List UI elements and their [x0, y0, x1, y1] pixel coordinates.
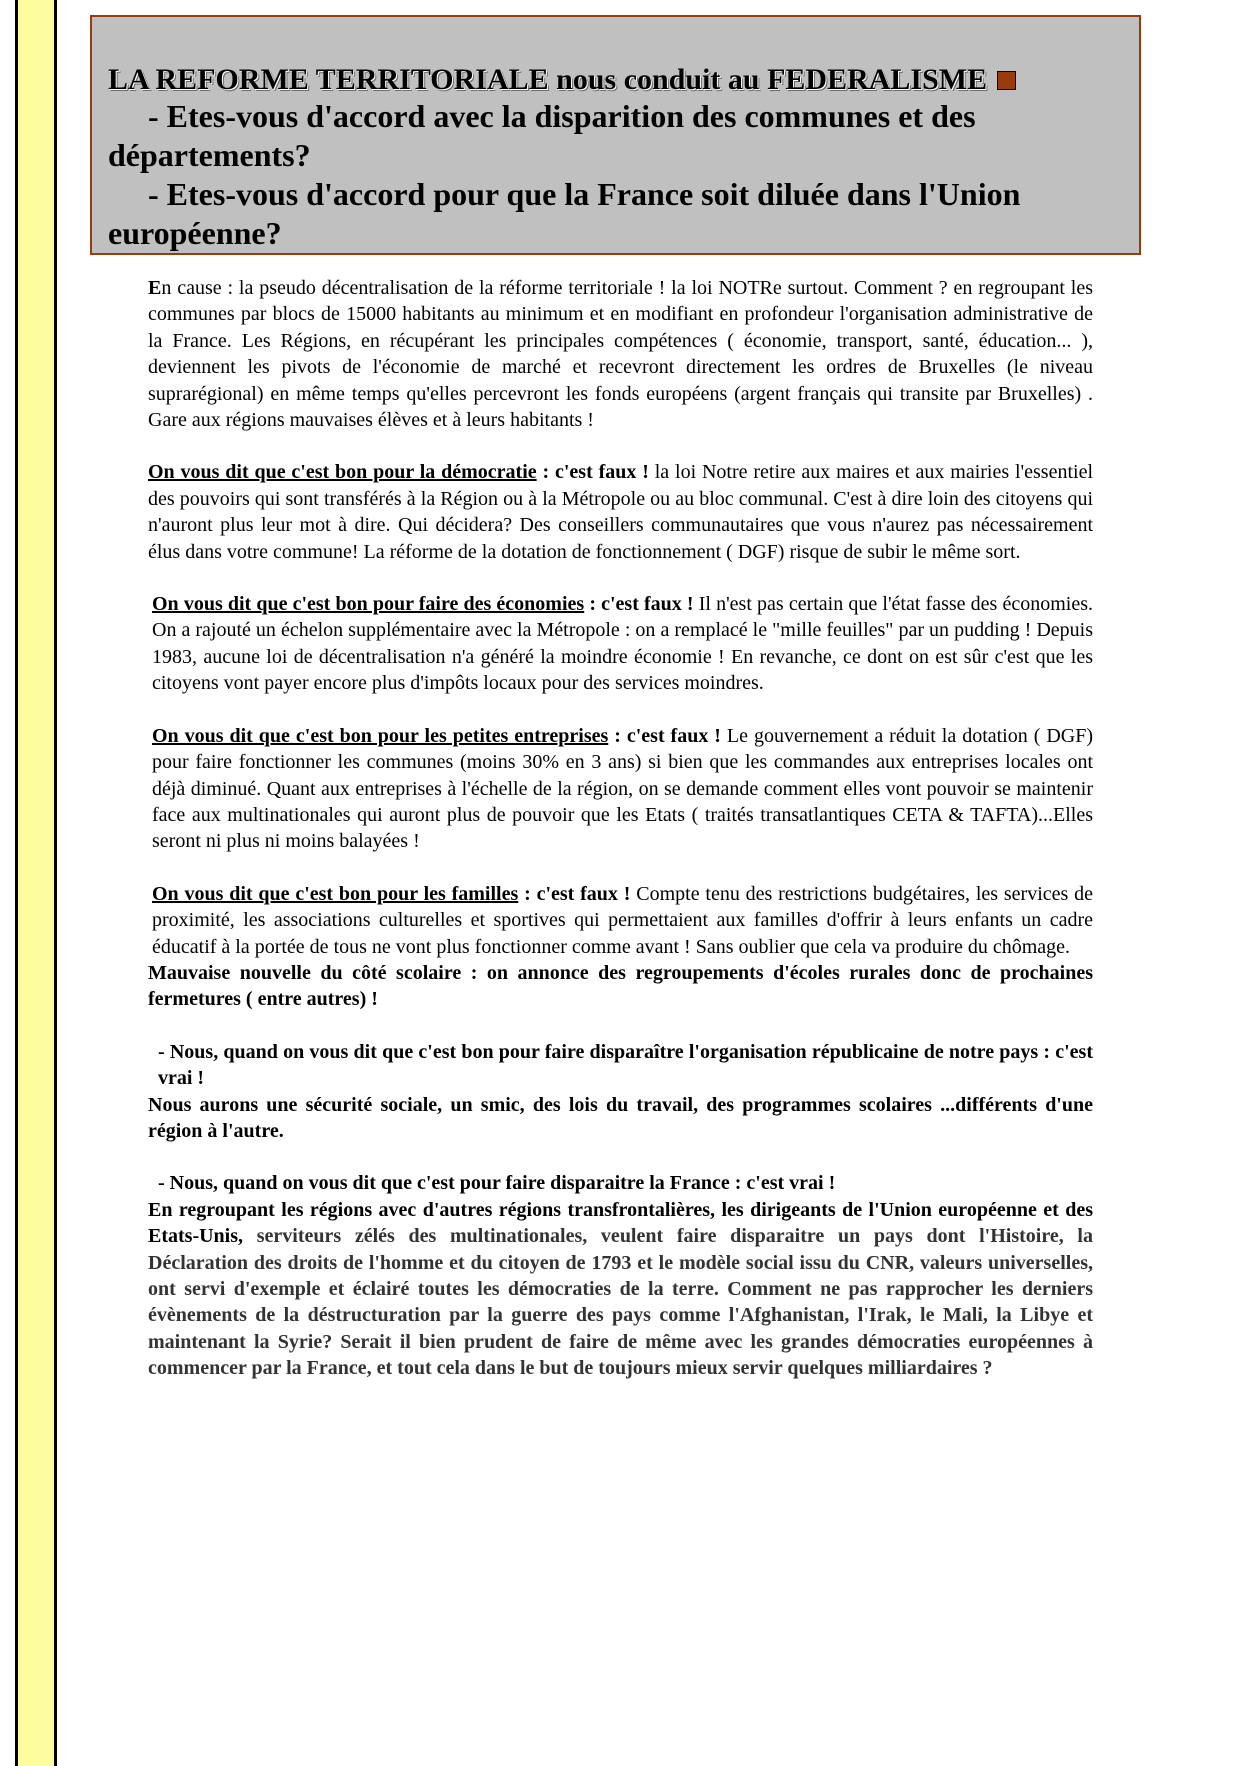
section-democratie [148, 459, 1093, 565]
header-question-2-line-1: - Etes-vous d'accord pour que la France soit diluée dans l'Union [148, 176, 1021, 212]
intro-text: n cause : la pseudo décentralisation de la réforme territoriale ! la loi NOTRe surtout. Comment ? en regroupant les communes par blocs de 15000 habitants au minimum et en modifiant en profondeur l'organisation administrative de la France. Les Régions, en récupérant les principales compétences ( économie, transport, santé, éducation... ), deviennent les pivots de l'économie de marché et recevront directement les ordres de Bruxelles (le niveau suprarégional) en même temps qu'elles percevront les fonds européens (argent français qui transite par Bruxelles) . Gare aux régions mauvaises élèves et à leurs habitants ! [148, 277, 1093, 432]
section-verdict: : c'est faux ! [584, 593, 694, 616]
section-verdict: : c'est faux ! [518, 882, 631, 905]
section-lead: On vous dit que c'est bon pour faire des économies [152, 593, 585, 616]
truth-1-body: Nous aurons une sécurité sociale, un smic, des lois du travail, des programmes scolaires ...différents d'une région à l'autre. [148, 1093, 1093, 1142]
header-question-1-line-1: - Etes-vous d'accord avec la disparition des communes et des [148, 98, 976, 134]
header-question-2-line-2: européenne? [108, 215, 282, 251]
page-title [108, 63, 1123, 97]
header-box [90, 15, 1141, 255]
truth-2-body [148, 1197, 1093, 1382]
truth-2-body-grey: serviteurs zélés des multinationales, veulent faire disparaitre un pays dont l'Histoire, la Déclaration des droits de l'homme et du citoyen de 1793 et le modèle social issu du CNR, valeurs universelles, ont servi d'exemple et éclairé toutes les démocraties de la terre. Comment ne pas rapprocher les derniers évènements de la déstructuration par la guerre des pays comme l'Afghanistan, l'Irak, le Mali, la Libye et maintenant la Syrie? Serait il bien prudent de faire de même avec les grandes démocraties européennes à commencer par la France, et tout cela dans le but de toujours mieux servir quelques milliardaires ? [148, 1225, 1093, 1380]
square-bullet-icon [997, 71, 1016, 90]
section-familles [148, 881, 1093, 960]
section-body: Compte tenu des restrictions budgétaires, les services de proximité, les associations culturelles et sportives qui permettaient aux familles d'offrir à leurs enfants un cadre éducatif à la portée de tous ne vont plus fonctionner comme avant ! Sans oublier que cela va produire du chômage. [152, 882, 1093, 958]
header-question-1 [108, 97, 1123, 175]
truth-2-body-dark: En regroupant les régions avec d'autres régions transfrontalières, les dirigeants de l'Union européenne et des Etats-Unis, [148, 1198, 1093, 1248]
section-economies [148, 591, 1093, 697]
section-body: Il n'est pas certain que l'état fasse des économies. On a rajouté un échelon supplémentaire avec la Métropole : on a remplacé le "mille feuilles" par un pudding ! Depuis 1983, aucune loi de décentralisation n'a généré la moindre économie ! En revanche, ce dont on est sûr c'est que les citoyens vont payer encore plus d'impôts locaux pour des services moindres. [152, 593, 1093, 695]
drop-letter: E [148, 277, 162, 299]
section-lead: On vous dit que c'est bon pour les petites entreprises [152, 724, 609, 747]
section-body: la loi Notre retire aux maires et aux mairies l'essentiel des pouvoirs qui sont transférés à la Région ou à la Métropole ou au bloc communal. C'est à dire loin des citoyens qui n'auront plus leur mot à dire. Qui décidera? Des conseillers communautaires que vous n'aurez pas nécessairement élus dans votre commune! La réforme de la dotation de fonctionnement ( DGF) risque de subir le même sort. [148, 461, 1094, 563]
page-title-text: LA REFORME TERRITORIALE nous conduit au FEDERALISME [108, 63, 988, 96]
section-verdict: : c'est faux ! [608, 724, 721, 747]
section-verdict: : c'est faux ! [536, 461, 649, 484]
decorative-side-bar [15, 0, 57, 1766]
section-entreprises [148, 723, 1093, 855]
section-lead: On vous dit que c'est bon pour les familles [152, 882, 519, 905]
truth-2-heading: - Nous, quand on vous dit que c'est pour faire disparaitre la France : c'est vrai ! [158, 1172, 836, 1195]
section-lead: On vous dit que c'est bon pour la démocratie [148, 461, 537, 484]
intro-paragraph [148, 275, 1093, 433]
header-question-1-line-2: départements? [108, 137, 311, 173]
article-body [148, 275, 1093, 1382]
header-question-2 [108, 175, 1123, 253]
section-familles-note: Mauvaise nouvelle du côté scolaire : on annonce des regroupements d'écoles rurales donc de prochaines fermetures ( entre autres) ! [148, 961, 1093, 1011]
section-body: Le gouvernement a réduit la dotation ( DGF) pour faire fonctionner les communes (moins 30% en 3 ans) si bien que les commandes aux entreprises locales ont déjà diminué. Quant aux entreprises à l'échelle de la région, on se demande comment elles vont pouvoir se maintenir face aux multinationales qui auront plus de pouvoir que les Etats ( traités transatlantiques CETA & TAFTA)...Elles seront ni plus ni moins balayées ! [152, 724, 1093, 853]
truth-1-heading: - Nous, quand on vous dit que c'est bon pour faire disparaître l'organisation républicaine de notre pays : c'est vrai ! [158, 1040, 1093, 1090]
